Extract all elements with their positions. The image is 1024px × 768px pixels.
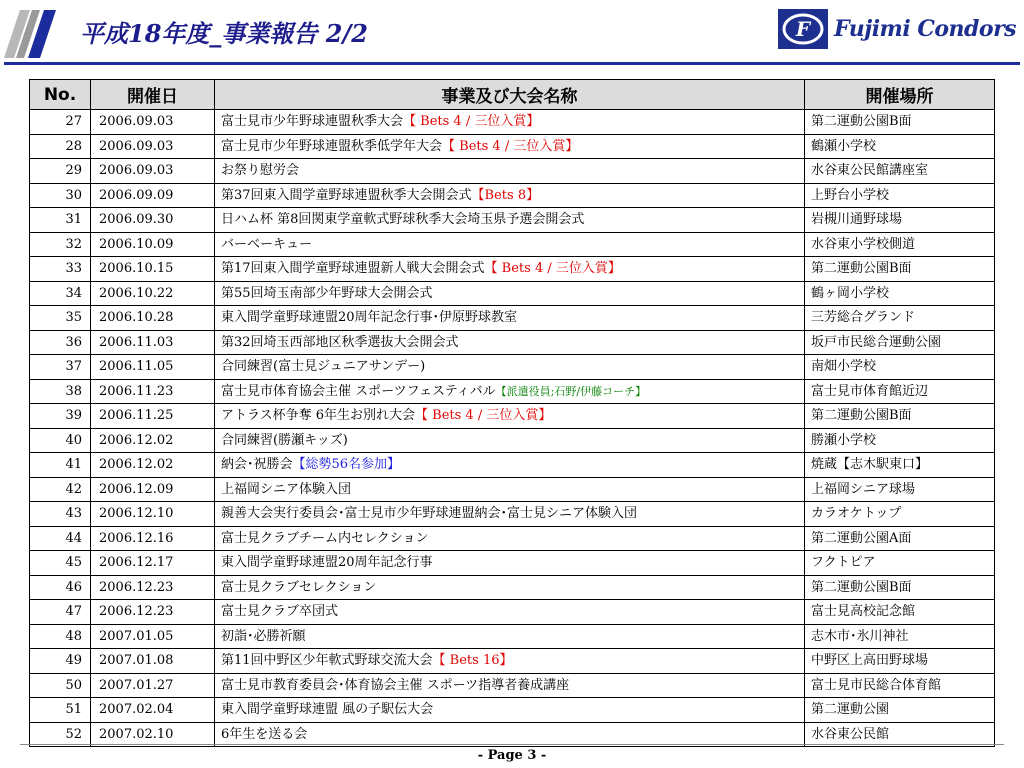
title-underline [4, 62, 1020, 65]
row-place: 志木市･氷川神社 [805, 624, 995, 649]
row-event [215, 502, 805, 527]
event-result: 【派遣役員;石野/伊藤コーチ】 [495, 384, 647, 398]
row-event [215, 575, 805, 600]
table-row [30, 306, 995, 331]
logo-letter: F [795, 17, 811, 41]
event-name: 納会･祝勝会 [221, 457, 293, 473]
event-name: 合同練習(勝瀬キッズ) [221, 432, 348, 448]
row-event [215, 183, 805, 208]
event-name: 第55回埼玉南部少年野球大会開会式 [221, 285, 433, 301]
event-name: 第11回中野区少年軟式野球交流大会 [221, 653, 433, 669]
logo-f-icon [781, 12, 825, 46]
row-event [215, 624, 805, 649]
row-number: 43 [30, 502, 91, 527]
table-row [30, 698, 995, 723]
event-name: 第37回東入間学童野球連盟秋季大会開会式 [221, 187, 472, 203]
event-name: 上福岡シニア体験入団 [221, 481, 352, 497]
row-place: 上野台小学校 [805, 183, 995, 208]
row-place: 水谷東公民館講座室 [805, 159, 995, 184]
row-event [215, 551, 805, 576]
row-date: 2006.10.09 [91, 232, 215, 257]
row-event [215, 526, 805, 551]
row-place: 水谷東小学校側道 [805, 232, 995, 257]
event-name: 富士見クラブチーム内セレクション [221, 530, 429, 546]
team-logo [778, 8, 1018, 50]
row-number: 48 [30, 624, 91, 649]
header-stripes [0, 8, 80, 60]
event-name: お祭り慰労会 [221, 163, 300, 179]
row-event [215, 649, 805, 674]
event-result: 【 Bets 4 / 三位入賞】 [415, 408, 552, 424]
row-number: 50 [30, 673, 91, 698]
row-number: 27 [30, 110, 91, 135]
row-date: 2006.12.17 [91, 551, 215, 576]
row-number: 46 [30, 575, 91, 600]
row-number: 40 [30, 428, 91, 453]
row-date: 2006.09.03 [91, 134, 215, 159]
row-place: フクトピア [805, 551, 995, 576]
row-place: 水谷東公民館 [805, 722, 995, 747]
event-name: 富士見市教育委員会･体育協会主催 スポーツ指導者養成講座 [221, 677, 570, 693]
row-number: 29 [30, 159, 91, 184]
event-name: 東入間学童野球連盟 風の子駅伝大会 [221, 702, 434, 718]
event-result: 【 Bets 4 / 三位入賞】 [403, 114, 540, 130]
row-event [215, 698, 805, 723]
event-name: 東入間学童野球連盟20周年記念行事･伊原野球教室 [221, 310, 518, 326]
col-header-no: No. [30, 80, 91, 110]
row-place: 第二運動公園B面 [805, 404, 995, 429]
row-place: 鶴ヶ岡小学校 [805, 281, 995, 306]
table-row [30, 110, 995, 135]
row-place: 坂戸市民総合運動公園 [805, 330, 995, 355]
table-row [30, 551, 995, 576]
row-place: 上福岡シニア球場 [805, 477, 995, 502]
event-result: 【総勢56名参加】 [292, 457, 401, 473]
row-place: 三芳総合グランド [805, 306, 995, 331]
row-date: 2006.12.16 [91, 526, 215, 551]
col-header-date: 開催日 [91, 80, 215, 110]
event-result: 【 Bets 4 / 三位入賞】 [484, 261, 621, 277]
row-number: 36 [30, 330, 91, 355]
row-event [215, 159, 805, 184]
row-date: 2006.12.02 [91, 428, 215, 453]
row-date: 2006.09.30 [91, 208, 215, 233]
table-row [30, 722, 995, 747]
row-number: 32 [30, 232, 91, 257]
event-table [29, 79, 995, 747]
footer-rule [20, 744, 1004, 745]
row-number: 30 [30, 183, 91, 208]
page-title: 平成18年度_事業報告 2/2 [80, 19, 368, 48]
row-event [215, 428, 805, 453]
row-place: 勝瀬小学校 [805, 428, 995, 453]
event-name: 第32回埼玉西部地区秋季選抜大会開会式 [221, 334, 459, 350]
row-event [215, 134, 805, 159]
row-place: 焼蔵【志木駅東口】 [805, 453, 995, 478]
event-name: 東入間学童野球連盟20周年記念行事 [221, 555, 433, 571]
event-result: 【Bets 8】 [471, 187, 540, 203]
row-place: 第二運動公園 [805, 698, 995, 723]
row-place: 第二運動公園B面 [805, 110, 995, 135]
row-event [215, 330, 805, 355]
table-row [30, 355, 995, 380]
col-header-event: 事業及び大会名称 [215, 80, 805, 110]
row-event [215, 600, 805, 625]
table-row [30, 330, 995, 355]
row-number: 42 [30, 477, 91, 502]
row-place: 南畑小学校 [805, 355, 995, 380]
event-name: 合同練習(富士見ジュニアサンデー) [221, 359, 426, 375]
row-number: 52 [30, 722, 91, 747]
row-number: 37 [30, 355, 91, 380]
table-row [30, 600, 995, 625]
table-row [30, 281, 995, 306]
row-event [215, 673, 805, 698]
row-date: 2006.09.03 [91, 159, 215, 184]
table-row [30, 183, 995, 208]
row-date: 2007.02.04 [91, 698, 215, 723]
row-date: 2006.10.15 [91, 257, 215, 282]
row-number: 44 [30, 526, 91, 551]
row-number: 35 [30, 306, 91, 331]
row-event [215, 477, 805, 502]
table-row [30, 232, 995, 257]
event-name: 6年生を送る会 [221, 726, 308, 742]
row-number: 47 [30, 600, 91, 625]
row-place: 第二運動公園B面 [805, 575, 995, 600]
row-date: 2006.12.09 [91, 477, 215, 502]
row-date: 2006.11.23 [91, 379, 215, 404]
row-event [215, 257, 805, 282]
table-header-row [30, 80, 995, 110]
row-event [215, 232, 805, 257]
row-date: 2006.11.05 [91, 355, 215, 380]
row-place: 富士見市民総合体育館 [805, 673, 995, 698]
row-date: 2006.10.28 [91, 306, 215, 331]
row-event [215, 281, 805, 306]
row-date: 2007.01.05 [91, 624, 215, 649]
event-name: アトラス杯争奪 6年生お別れ大会 [221, 408, 416, 424]
table-row [30, 477, 995, 502]
table-row [30, 159, 995, 184]
row-place: 第二運動公園B面 [805, 257, 995, 282]
event-name: 初詣･必勝祈願 [221, 628, 306, 644]
event-name: 第17回東入間学童野球連盟新人戦大会開会式 [221, 261, 485, 277]
row-event [215, 722, 805, 747]
table-row [30, 673, 995, 698]
row-event [215, 404, 805, 429]
row-date: 2006.12.02 [91, 453, 215, 478]
row-number: 28 [30, 134, 91, 159]
row-event [215, 208, 805, 233]
row-place: 中野区上高田野球場 [805, 649, 995, 674]
event-name: 富士見クラブ卒団式 [221, 604, 339, 620]
table-row [30, 257, 995, 282]
event-name: 親善大会実行委員会･富士見市少年野球連盟納会･富士見シニア体験入団 [221, 506, 638, 522]
event-result: 【 Bets 16】 [432, 653, 513, 669]
row-number: 51 [30, 698, 91, 723]
row-place: 鶴瀬小学校 [805, 134, 995, 159]
row-number: 34 [30, 281, 91, 306]
table-row [30, 575, 995, 600]
row-place: カラオケトップ [805, 502, 995, 527]
row-event [215, 379, 805, 404]
row-date: 2006.11.25 [91, 404, 215, 429]
row-place: 富士見高校記念館 [805, 600, 995, 625]
col-header-place: 開催場所 [805, 80, 995, 110]
row-number: 45 [30, 551, 91, 576]
table-row [30, 502, 995, 527]
row-place: 富士見市体育館近辺 [805, 379, 995, 404]
row-date: 2006.11.03 [91, 330, 215, 355]
table-row [30, 208, 995, 233]
page-number: - Page 3 - [477, 748, 547, 763]
row-date: 2006.12.23 [91, 575, 215, 600]
row-date: 2006.09.03 [91, 110, 215, 135]
event-result: 【 Bets 4 / 三位入賞】 [442, 138, 579, 154]
row-event [215, 355, 805, 380]
table-row [30, 404, 995, 429]
table-row [30, 526, 995, 551]
table-row [30, 134, 995, 159]
event-name: 富士見市体育協会主催 スポーツフェスティバル [221, 383, 496, 399]
row-event [215, 453, 805, 478]
row-place: 第二運動公園A面 [805, 526, 995, 551]
table-row [30, 379, 995, 404]
row-number: 33 [30, 257, 91, 282]
row-number: 41 [30, 453, 91, 478]
row-event [215, 306, 805, 331]
row-event [215, 110, 805, 135]
row-place: 岩槻川通野球場 [805, 208, 995, 233]
event-name: 富士見クラブセレクション [221, 579, 377, 595]
row-number: 31 [30, 208, 91, 233]
event-name: 富士見市少年野球連盟秋季低学年大会 [221, 138, 443, 154]
logo-mark [778, 9, 828, 49]
row-number: 39 [30, 404, 91, 429]
table-row [30, 428, 995, 453]
row-date: 2007.01.08 [91, 649, 215, 674]
row-date: 2007.01.27 [91, 673, 215, 698]
row-date: 2007.02.10 [91, 722, 215, 747]
row-number: 49 [30, 649, 91, 674]
row-number: 38 [30, 379, 91, 404]
row-date: 2006.09.09 [91, 183, 215, 208]
table-row [30, 624, 995, 649]
event-name: 日ハム杯 第8回関東学童軟式野球秋季大会埼玉県予選会開会式 [221, 212, 585, 228]
table-row [30, 649, 995, 674]
logo-text: Fujimi Condors [834, 16, 1017, 42]
row-date: 2006.12.23 [91, 600, 215, 625]
event-name: 富士見市少年野球連盟秋季大会 [221, 114, 404, 130]
event-name: バーベーキュー [221, 236, 313, 252]
table-row [30, 453, 995, 478]
row-date: 2006.12.10 [91, 502, 215, 527]
row-date: 2006.10.22 [91, 281, 215, 306]
